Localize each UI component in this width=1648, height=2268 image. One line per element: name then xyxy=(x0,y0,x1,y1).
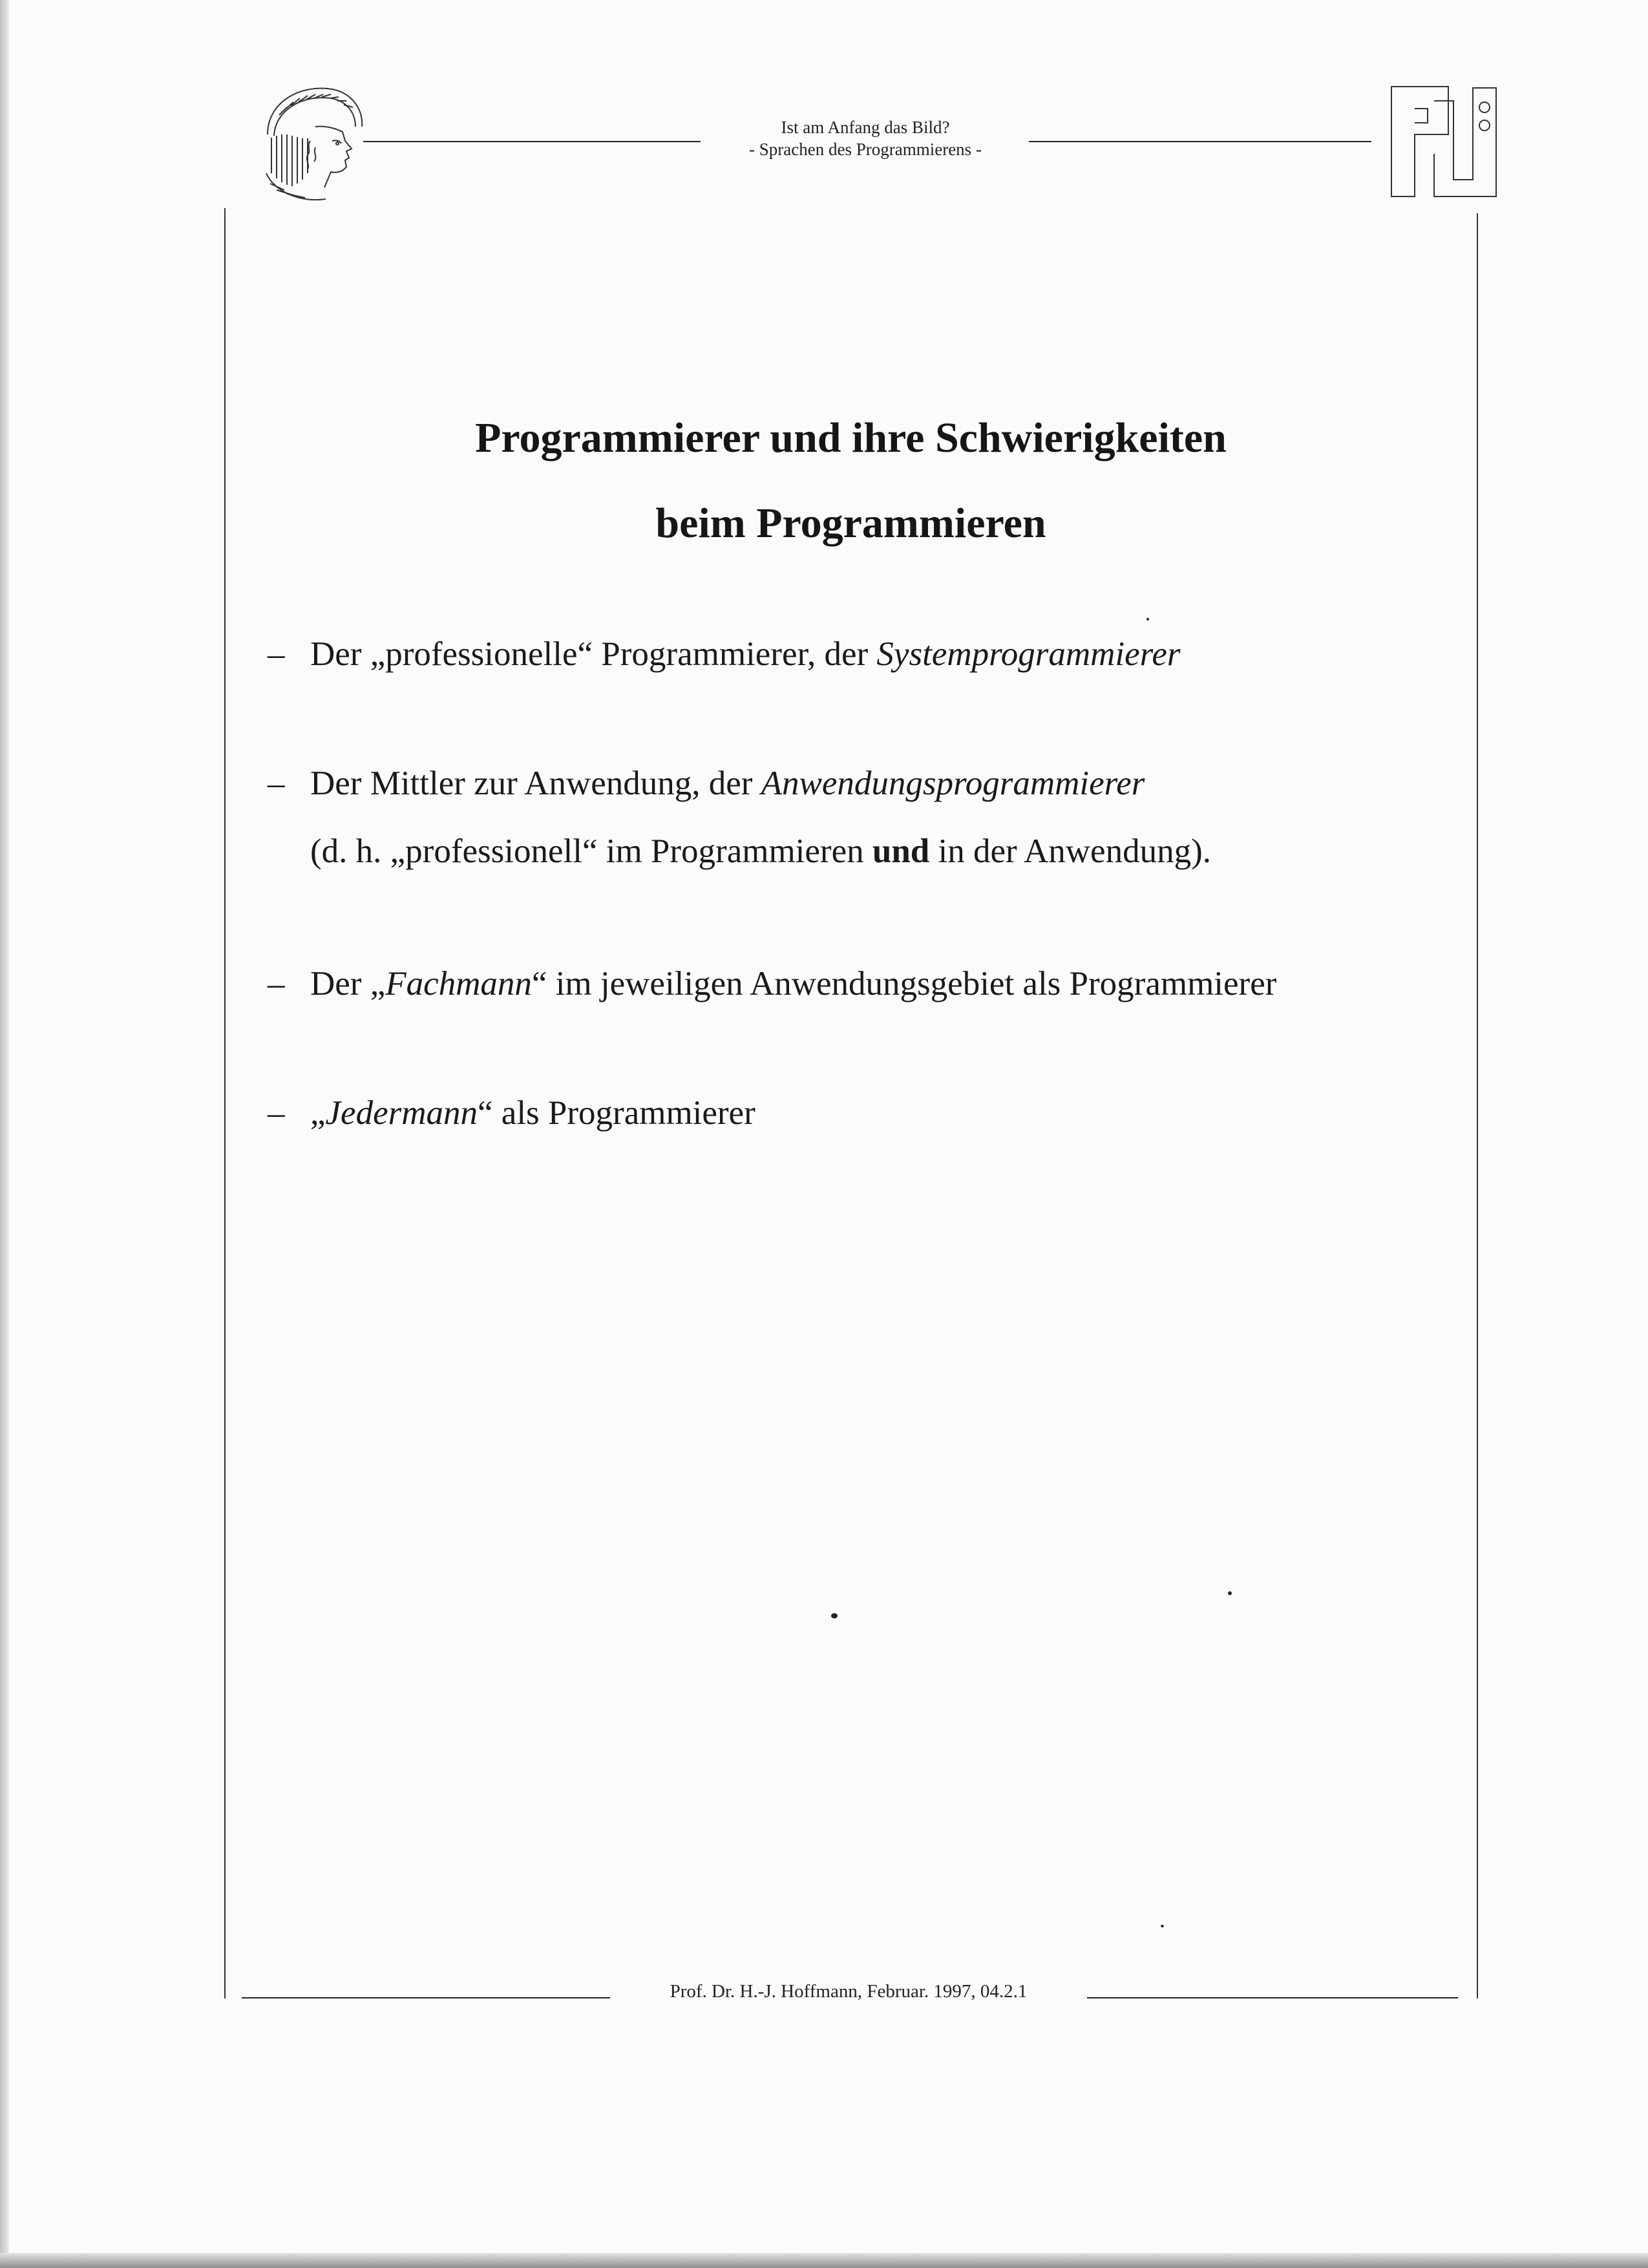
header-text xyxy=(704,116,1027,160)
bullet-text-part: Systemprogrammierer xyxy=(876,635,1181,673)
scan-speck xyxy=(1146,618,1149,620)
bullet-spacer xyxy=(268,885,1470,950)
pu-logo-icon xyxy=(1389,83,1505,199)
bullet-text-part: “ als Programmierer xyxy=(478,1094,755,1132)
header-line-2: - Sprachen des Programmierens - xyxy=(749,140,982,159)
page-title xyxy=(226,396,1476,566)
bullet-text-part: Jedermann xyxy=(325,1094,478,1132)
title-line-1: Programmierer und ihre Schwierigkeiten xyxy=(475,414,1227,461)
scan-edge-left xyxy=(0,0,9,2268)
footer-rule-left xyxy=(242,1997,610,1998)
scan-speck xyxy=(1161,1925,1164,1927)
bullet-spacer xyxy=(268,688,1470,750)
bullet-text-part: Fachmann xyxy=(385,965,532,1002)
bullet-dash: – xyxy=(268,765,285,802)
bullet-dash: – xyxy=(268,635,285,673)
list-item xyxy=(268,620,1470,688)
bullet-text-part: Der „ xyxy=(310,965,386,1002)
bullet-text-part: Der „professionelle“ Programmierer, der xyxy=(310,635,877,673)
footer-text: Prof. Dr. H.-J. Hoffmann, Februar. 1997, 04.2.1 xyxy=(670,1981,1028,2002)
bullet-list xyxy=(268,620,1470,1147)
scan-speck xyxy=(831,1613,838,1618)
bullet-line xyxy=(310,750,1470,818)
footer-rule-right xyxy=(1087,1997,1458,1998)
title-line-2: beim Programmieren xyxy=(655,500,1046,547)
document-page xyxy=(9,0,1648,2253)
bullet-line xyxy=(310,950,1470,1018)
scan-speck xyxy=(1228,1591,1232,1595)
scan-edge-bottom xyxy=(0,2253,1648,2268)
bullet-dash: – xyxy=(268,1094,285,1132)
bullet-spacer xyxy=(268,1018,1470,1079)
list-item xyxy=(268,1079,1470,1147)
bullet-line xyxy=(310,1079,1470,1147)
bullet-text-part: „ xyxy=(310,1094,326,1132)
header-line-1: Ist am Anfang das Bild? xyxy=(781,118,950,137)
university-seal-head-icon xyxy=(248,76,371,209)
frame-right-rule xyxy=(1477,213,1478,1998)
bullet-line xyxy=(310,620,1470,688)
list-item xyxy=(268,950,1470,1018)
bullet-text-part: Der Mittler zur Anwendung, der xyxy=(310,765,761,802)
bullet-text-part: “ im jeweiligen Anwendungsgebiet als Programmierer xyxy=(531,965,1277,1002)
header-rule-right xyxy=(1029,141,1371,142)
list-item xyxy=(268,750,1470,885)
bullet-text-part: Anwendungsprogrammierer xyxy=(761,765,1145,802)
bullet-text-part: (d. h. „professionell“ im Programmieren xyxy=(310,832,872,870)
bullet-dash: – xyxy=(268,965,285,1002)
header-rule-left xyxy=(363,141,701,142)
bullet-text-part: und xyxy=(872,832,930,870)
bullet-continuation-line xyxy=(310,818,1470,885)
bullet-text-part: in der Anwendung). xyxy=(929,832,1211,870)
